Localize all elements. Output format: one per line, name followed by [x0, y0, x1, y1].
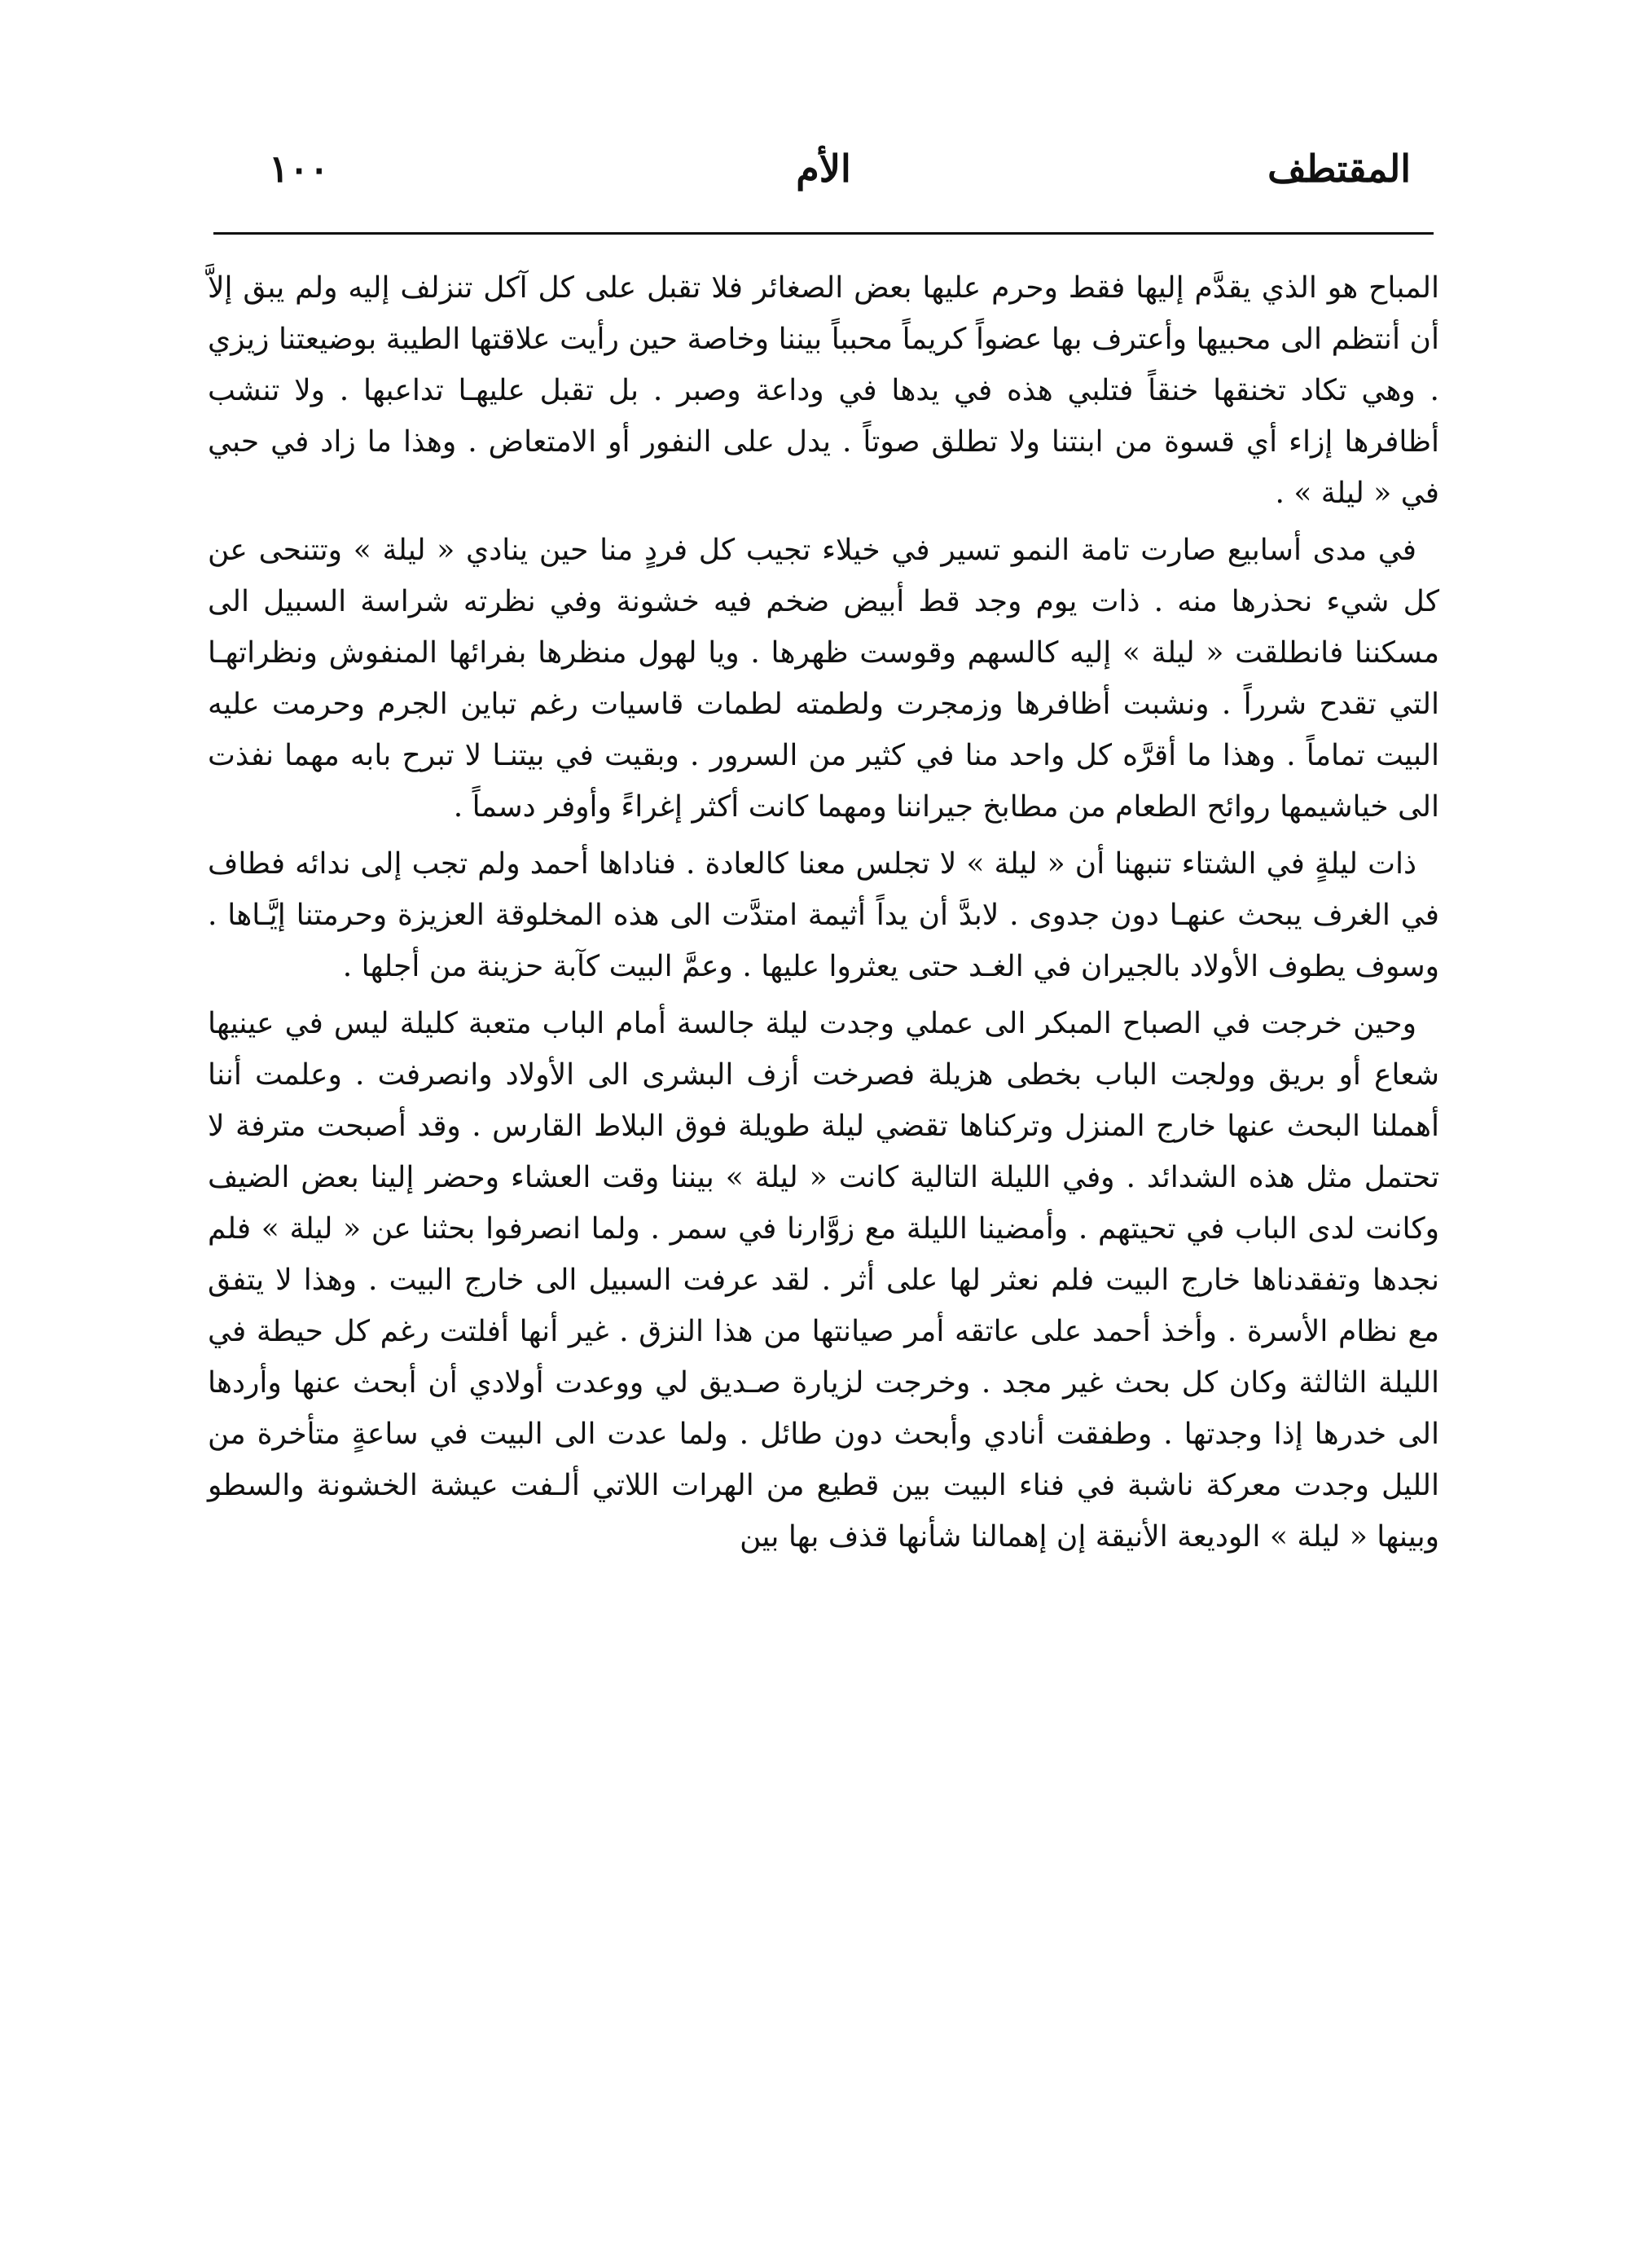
article-title: الأم [796, 147, 851, 191]
journal-name: المقتطف [1267, 147, 1411, 191]
paragraph: في مدى أسابيع صارت تامة النمو تسير في خيلاء تجيب كل فردٍ منا حين ينادي « ليلة » وتتنحى عن كل شيء نحذرها منه . ذات يوم وجد قط أبيض ضخم فيه خشونة وفي نظرته شراسة السبيل الى مسكننا فانطلقت « ليلة » إليه كالسهم وقوست ظهرها . ويا لهول منظرها بفرائها المنفوش ونظراتهـا التي تقدح شرراً . ونشبت أظافرها وزمجرت ولطمته لطمات قاسيات رغم تباين الجرم وحرمت عليه البيت تماماً . وهذا ما أقرَّه كل واحد منا في كثير من السرور . وبقيت في بيتنـا لا تبرح بابه مهما نفذت الى خياشيمها روائح الطعام من مطابخ جيراننا ومهما كانت أكثر إغراءً وأوفر دسماً . [208, 534, 1439, 824]
article-body [208, 262, 1439, 1568]
paragraph: المباح هو الذي يقدَّم إليها فقط وحرم عليها بعض الصغائر فلا تقبل على كل آكل تنزلف إليه ولم يبق إلاَّ أن أنتظم الى محبيها وأعترف بها عضواً كريماً محبباً بيننا وخاصة حين رأيت علاقتها الطيبة بوضيعتنا زيزي . وهي تكاد تخنقها خنقاً فتلبي هذه في يدها في وداعة وصبر . بل تقبل عليهـا تداعبها . ولا تنشب أظافرها إزاء أي قسوة من ابنتنا ولا تطلق صوتاً . يدل على النفور أو الامتعاض . وهذا ما زاد في حبي في « ليلة » . [208, 271, 1439, 510]
paragraph: ذات ليلةٍ في الشتاء تنبهنا أن « ليلة » لا تجلس معنا كالعادة . فناداها أحمد ولم تجب إلى ندائه فطاف في الغرف يبحث عنهـا دون جدوى . لابدَّ أن يداً أثيمة امتدَّت الى هذه المخلوقة العزيزة وحرمتنا إيَّـاها . وسوف يطوف الأولاد بالجيران في الغـد حتى يعثروا عليها . وعمَّ البيت كآبة حزينة من أجلها . [208, 847, 1439, 983]
page-number: ١٠٠ [269, 147, 330, 191]
header-rule [213, 232, 1434, 235]
paragraph: وحين خرجت في الصباح المبكر الى عملي وجدت ليلة جالسة أمام الباب متعبة كليلة ليس في عينيها شعاع أو بريق وولجت الباب بخطى هزيلة فصرخت أزف البشرى الى الأولاد وانصرفت . وعلمت أننا أهملنا البحث عنها خارج المنزل وتركناها تقضي ليلة طويلة فوق البلاط القارس . وقد أصبحت مترفة لا تحتمل مثل هذه الشدائد . وفي الليلة التالية كانت « ليلة » بيننا وقت العشاء وحضر إلينا بعض الضيف وكانت لدى الباب في تحيتهم . وأمضينا الليلة مع زوَّارنا في سمر . ولما انصرفوا بحثنا عن « ليلة » فلم نجدها وتفقدناها خارج البيت فلم نعثر لها على أثر . لقد عرفت السبيل الى خارج البيت . وهذا لا يتفق مع نظام الأسرة . وأخذ أحمد على عاتقه أمر صيانتها من هذا النزق . غير أنها أفلتت رغم كل حيطة في الليلة الثالثة وكان كل بحث غير مجد . وخرجت لزيارة صـديق لي ووعدت أولادي أن أبحث عنها وأردها الى خدرها إذا وجدتها . وطفقت أنادي وأبحث دون طائل . ولما عدت الى البيت في ساعةٍ متأخرة من الليل وجدت معركة ناشبة في فناء البيت بين قطيع من الهرات اللاتي ألـفت عيشة الخشونة والسطو وبينها « ليلة » الوديعة الأنيقة إن إهمالنا شأنها قذف بها بين [208, 1007, 1439, 1554]
running-header [212, 147, 1435, 212]
